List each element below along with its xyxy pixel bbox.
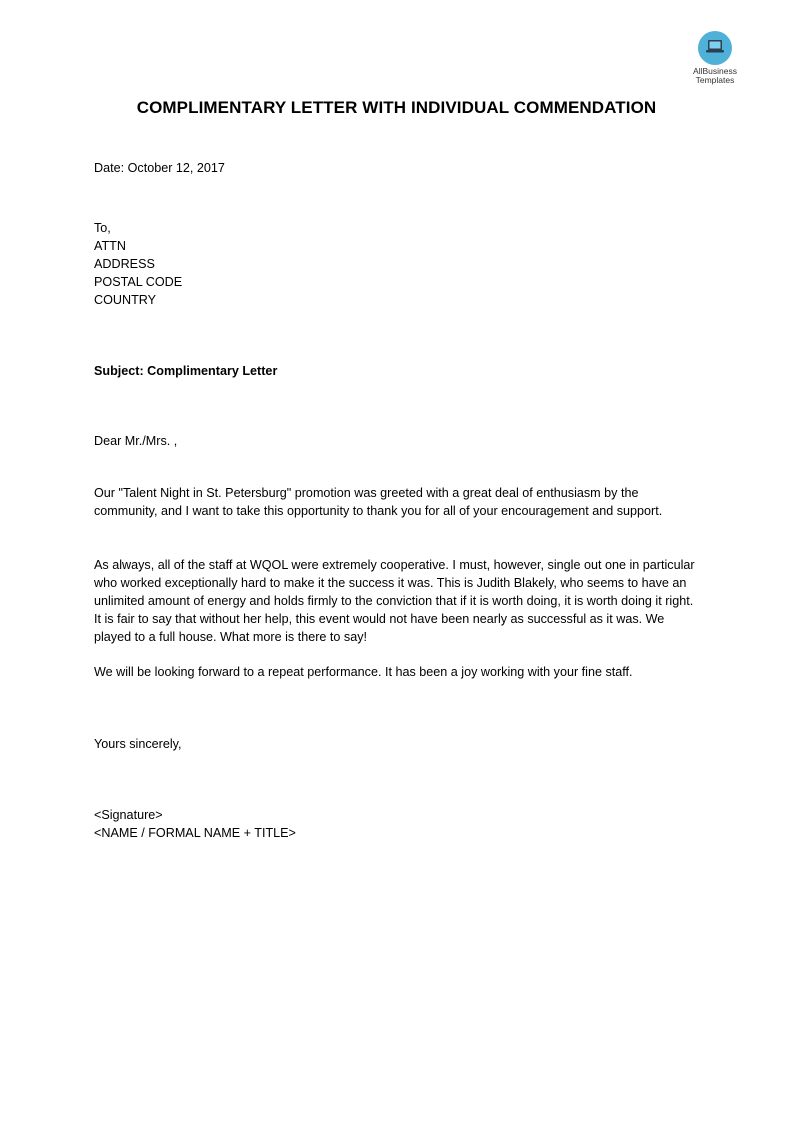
address-to: To, bbox=[94, 221, 111, 235]
logo-text-line2: Templates bbox=[695, 75, 735, 85]
signature-placeholder: <Signature> bbox=[94, 808, 163, 822]
logo-text-line1: AllBusiness bbox=[693, 66, 737, 76]
letter-subject: Subject: Complimentary Letter bbox=[94, 364, 278, 378]
address-line: ADDRESS bbox=[94, 257, 155, 271]
body-paragraph-2: As always, all of the staff at WQOL were extremely cooperative. I must, however, single out one in particular who worked exceptionally hard to make it the success it was. This is Judith Blakely, who seems to have an unlimited amount of energy and holds firmly to the conviction that if it is worth doing, it is worth doing it right. It is fair to say that without her help, this event would not have been nearly as successful as it was. We played to a full house. What more is there to say! bbox=[94, 558, 695, 644]
body-paragraph-3: We will be looking forward to a repeat performance. It has been a joy working with your fine staff. bbox=[94, 665, 633, 679]
body-paragraph-1: Our "Talent Night in St. Petersburg" promotion was greeted with a great deal of enthusiasm by the community, and I want to take this opportunity to thank you for all of your encouragement and support. bbox=[94, 486, 663, 518]
letter-title: COMPLIMENTARY LETTER WITH INDIVIDUAL COMMENDATION bbox=[136, 98, 657, 117]
closing: Yours sincerely, bbox=[94, 737, 182, 751]
allbusiness-logo bbox=[684, 31, 746, 85]
laptop-icon bbox=[698, 31, 732, 65]
salutation: Dear Mr./Mrs. , bbox=[94, 434, 178, 448]
address-country: COUNTRY bbox=[94, 293, 157, 307]
address-postal-code: POSTAL CODE bbox=[94, 275, 183, 289]
name-title-placeholder: <NAME / FORMAL NAME + TITLE> bbox=[94, 826, 296, 840]
address-attn: ATTN bbox=[94, 239, 126, 253]
letter-date: Date: October 12, 2017 bbox=[94, 161, 225, 175]
